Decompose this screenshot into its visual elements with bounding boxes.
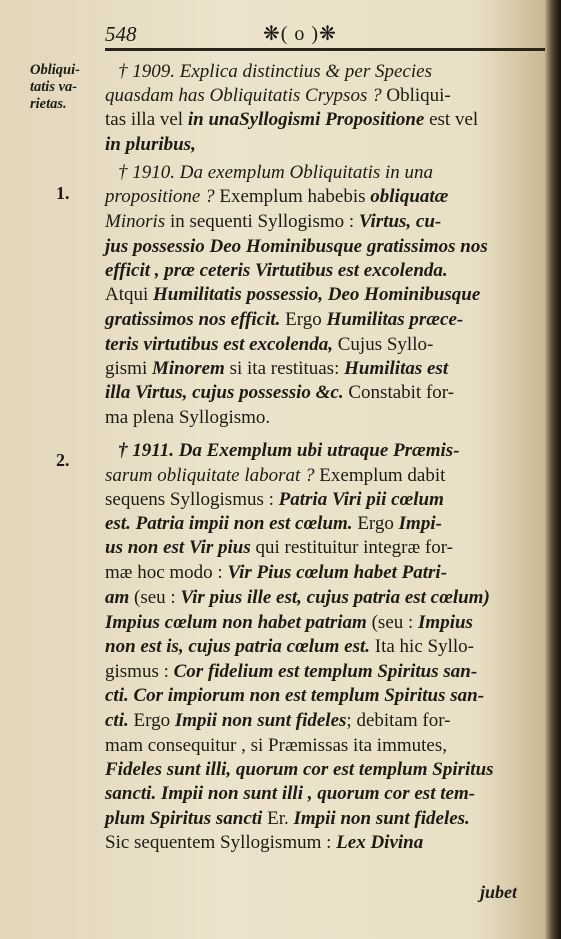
section-number: 2.	[56, 450, 70, 470]
text-segment: cti.	[105, 710, 129, 731]
header-rule	[105, 48, 545, 51]
text-segment: gismi	[105, 358, 152, 379]
text-line	[105, 685, 545, 707]
text-segment: Atqui	[105, 284, 154, 305]
book-gutter	[545, 0, 561, 939]
text-segment: Minorem	[151, 358, 225, 379]
text-segment: Constabit for-	[343, 382, 455, 403]
margin-note-line: Obliqui-	[30, 62, 80, 78]
text-line	[105, 85, 545, 107]
text-segment: Humilitatis possessio, Deo Hominibusque	[153, 284, 481, 305]
text-segment: plum Spiritus sancti	[105, 808, 263, 829]
text-segment: gratissimos nos efficit.	[105, 309, 281, 330]
text-segment: mam consequitur , si Præmissas ita immutes,	[105, 735, 447, 756]
text-segment: † 1909. Explica distinctius & per Species	[118, 61, 432, 82]
text-segment: jus possessio Deo Hominibusque gratissimos nos	[105, 236, 488, 257]
text-segment: Lex Divina	[336, 832, 424, 853]
text-line	[105, 612, 545, 634]
text-line	[105, 260, 545, 282]
text-segment: Humilitas est	[344, 358, 449, 379]
text-line	[105, 358, 545, 380]
text-line	[105, 710, 545, 732]
text-line	[105, 186, 545, 208]
text-segment: gismus :	[105, 661, 174, 682]
text-segment: Patria Viri pii cœlum	[278, 489, 444, 510]
margin-note	[30, 62, 98, 113]
text-segment: Ergo	[352, 513, 399, 534]
text-segment: Virtus, cu-	[358, 211, 442, 232]
text-segment: ma plena Syllogismo.	[105, 407, 271, 428]
text-segment: in sequenti Syllogismo :	[165, 211, 359, 232]
text-segment: Er.	[262, 808, 294, 829]
text-segment: sancti. Impii non sunt illi , quorum cor est tem-	[105, 783, 476, 804]
running-header	[105, 22, 545, 50]
text-segment: Fideles sunt illi, quorum cor est templum Spiritus	[105, 759, 494, 780]
text-line	[105, 562, 545, 584]
text-line	[105, 783, 545, 805]
text-segment: obliquatæ	[370, 186, 449, 207]
text-segment: Impius	[418, 612, 473, 633]
text-segment: † 1910. Da exemplum Obliquitatis in una	[118, 162, 434, 183]
text-segment: sarum obliquitate laborat ?	[105, 465, 320, 486]
text-line	[105, 284, 545, 306]
text-line	[105, 537, 545, 559]
text-segment: quasdam has Obliquitatis Crypsos ?	[105, 85, 387, 106]
text-segment: Minoris	[105, 211, 166, 232]
text-segment: Vir Pius cœlum habet Patri-	[227, 562, 448, 583]
text-segment: mæ hoc modo :	[105, 562, 228, 583]
text-segment: (seu :	[366, 612, 419, 633]
text-line	[105, 309, 545, 331]
text-segment: ; debitam for-	[346, 710, 451, 731]
text-segment: est. Patria impii non est cœlum.	[105, 513, 353, 534]
text-segment: (seu :	[129, 587, 181, 608]
text-line	[105, 832, 545, 854]
text-segment: Ita hic Syllo-	[370, 636, 474, 657]
text-segment: efficit , præ ceteris Virtutibus est excolenda.	[105, 260, 448, 281]
text-segment: sequens Syllogismus :	[105, 489, 279, 510]
section-number: 1.	[56, 183, 70, 203]
text-segment: † 1911. Da Exemplum ubi utraque Præmis-	[118, 440, 460, 461]
catchword: jubet	[480, 882, 518, 902]
text-segment: Vir pius ille est, cujus patria est cœlum)	[180, 587, 490, 608]
text-line	[105, 808, 545, 830]
text-line	[105, 489, 545, 511]
text-line	[105, 661, 545, 683]
text-line	[105, 759, 545, 781]
margin-note-line: tatis va-	[30, 79, 78, 95]
text-segment: Cor fidelium est templum Spiritus san-	[173, 661, 478, 682]
text-line	[105, 636, 545, 658]
text-segment: Impius cœlum non habet patriam	[105, 612, 367, 633]
text-segment: Cujus Syllo-	[333, 334, 434, 355]
text-line	[105, 587, 545, 609]
text-segment: in pluribus,	[105, 134, 196, 155]
text-line	[118, 61, 558, 83]
text-line	[105, 134, 545, 156]
text-segment: non est is, cujus patria cœlum est.	[105, 636, 370, 657]
text-line	[105, 465, 545, 487]
text-segment: si ita restituas:	[224, 358, 345, 379]
text-segment: in unaSyllogismi Propositione	[187, 109, 425, 130]
text-segment: teris virtutibus est excolenda,	[105, 334, 333, 355]
ornament-glyph: ❋( o )❋	[263, 23, 337, 45]
text-line	[105, 382, 545, 404]
text-line	[105, 334, 545, 356]
margin-note-line: rietas.	[30, 96, 67, 112]
text-line	[105, 735, 545, 757]
text-line	[105, 211, 545, 233]
text-segment: Impi-	[398, 513, 442, 534]
text-segment: tas illa vel	[105, 109, 188, 130]
text-segment: Obliqui-	[386, 85, 451, 106]
text-segment: qui restituitur integræ for-	[250, 537, 453, 558]
text-segment: Ergo	[280, 309, 327, 330]
text-line	[105, 407, 545, 429]
text-segment: Exemplum habebis	[219, 186, 371, 207]
text-segment: est vel	[424, 109, 479, 130]
text-segment: us non est Vir pius	[105, 537, 251, 558]
text-line	[118, 440, 558, 462]
page-number: 548	[105, 22, 137, 46]
text-segment: propositione ?	[105, 186, 220, 207]
text-segment: am	[105, 587, 130, 608]
text-line	[105, 236, 545, 258]
text-segment: cti. Cor impiorum non est templum Spiritus san-	[105, 685, 485, 706]
text-segment: Impii non sunt fideles.	[293, 808, 470, 829]
text-segment: Exemplum dabit	[319, 465, 446, 486]
text-segment: Ergo	[128, 710, 175, 731]
text-line	[105, 513, 545, 535]
text-line	[105, 109, 545, 131]
text-segment: Humilitas præce-	[326, 309, 464, 330]
text-line	[118, 162, 558, 184]
text-segment: illa Virtus, cujus possessio &c.	[105, 382, 344, 403]
text-segment: Impii non sunt fideles	[174, 710, 347, 731]
text-segment: Sic sequentem Syllogismum :	[105, 832, 337, 853]
